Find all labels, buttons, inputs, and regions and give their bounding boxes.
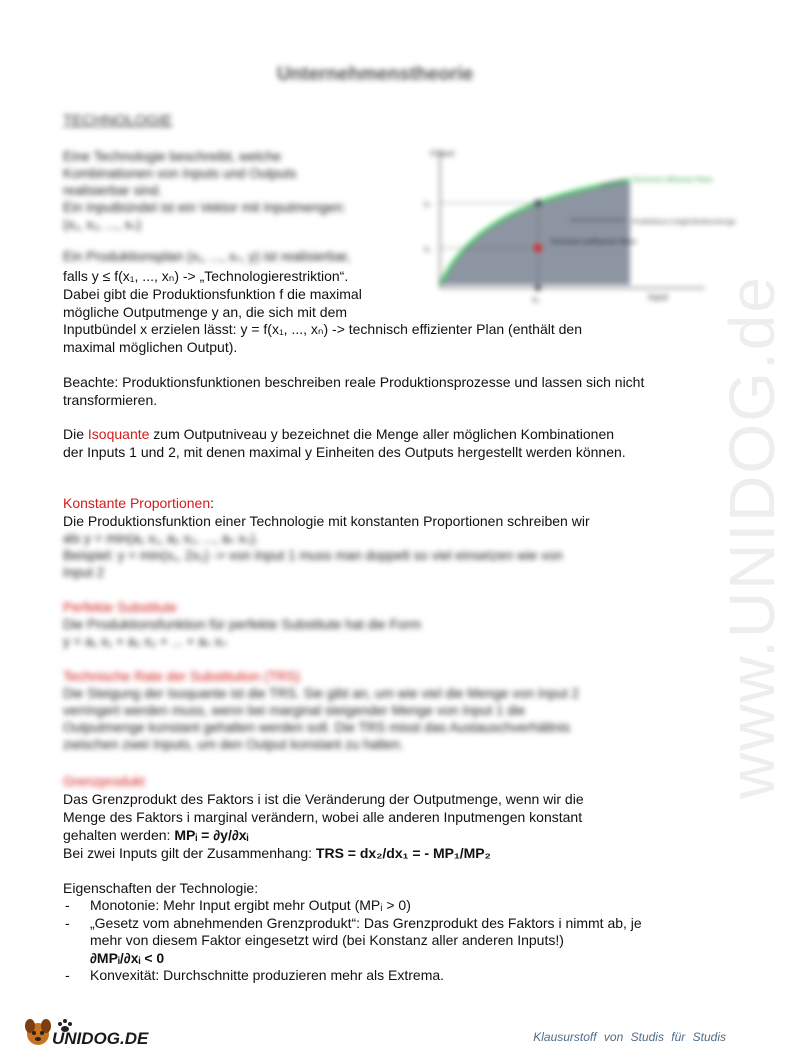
konst-heading: Konstante Proportionen	[63, 495, 211, 511]
konst-text: Die Produktionsfunktion einer Technologie mit konstanten Proportionen schreiben wir	[63, 513, 590, 529]
text-prodfunc-line: Inputbündel x erzielen lässt: y = f(x₁, ..., xₙ) -> technisch effizienter Plan (enthält den	[63, 321, 582, 337]
trs-rel-formula: TRS = dx₂/dx₁ = - MP₁/MP₂	[315, 845, 491, 861]
blurred-perf-line: y = a₁ x₁ + a₂ x₂ + ... + aₙ xₙ	[63, 634, 227, 649]
paw-icon	[58, 1022, 62, 1026]
blurred-konst-line: Input 2	[63, 565, 105, 580]
annotation-efficient: Technisch effiziente Pläne	[632, 177, 713, 184]
isoquante-post: zum Outputniveau y bezeichnet die Menge aller möglichen Kombinationen der Inputs 1 und 2, mit denen maximal y Einheiten des Outputs hergestellt werden können.	[63, 426, 626, 460]
section-heading: TECHNOLOGIE	[63, 112, 173, 129]
list-dash: -	[65, 897, 70, 913]
text-restriction: falls y ≤ f(x₁, ..., xₙ) -> „Technologierestriktion“.	[63, 268, 349, 284]
text-prodfunc-line: Dabei gibt die Produktionsfunktion f die maximal	[63, 286, 362, 302]
inefficient-point	[534, 244, 542, 252]
blurred-perf-heading: Perfekte Substitute	[63, 600, 178, 615]
blurred-trs-line: verringert werden muss, wenn bei marginal steigender Menge von Input 1 die	[63, 703, 526, 718]
blurred-konst-line: als y = min(a₁ x₁, a₂ x₂, ..., aₙ xₙ).	[63, 531, 259, 546]
list-dash: -	[65, 967, 70, 983]
blurred-trs-line: Die Steigung der Isoquante ist die TRS. Sie gibt an, um wie viel die Menge von Input 2	[63, 686, 580, 701]
grenz-formula: MPᵢ = ∂y/∂xᵢ	[174, 827, 249, 843]
blurred-intro-line: Ein Inputbündel ist ein Vektor mit Inputmengen:	[63, 200, 346, 215]
y-axis-label: Output	[430, 149, 455, 158]
footer-tagline: Klausurstoff von Studis für Studis	[533, 1030, 726, 1044]
blurred-trs-heading: Technische Rate der Substitution (TRS)	[63, 669, 301, 684]
blurred-trs-line: zwischen zwei Inputs, um den Output konstant zu halten.	[63, 737, 404, 752]
list-item-text: Monotonie: Mehr Input ergibt mehr Output (MPᵢ > 0)	[90, 897, 411, 913]
list-item-text: „Gesetz vom abnehmenden Grenzprodukt“: Das Grenzprodukt des Faktors i nimmt ab, je mehr von diesem Faktor eingesetzt wird (bei Konstanz aller anderen Inputs!)	[90, 914, 642, 948]
list-dash: -	[65, 914, 70, 931]
list-item	[63, 897, 663, 915]
konst-colon: :	[210, 495, 214, 511]
x-tick-label: x₁	[532, 294, 540, 304]
text-isoquante	[63, 426, 633, 461]
grenz-text-line: Das Grenzprodukt des Faktors i ist die Veränderung der Outputmenge, wenn wir die	[63, 791, 584, 807]
blurred-intro-line: realisierbar sind.	[63, 183, 163, 198]
x-axis-label: Input	[648, 292, 669, 302]
blurred-intro-line: Eine Technologie beschreibt, welche	[63, 149, 282, 164]
blurred-grenz-heading: Grenzprodukt	[63, 774, 145, 789]
page-title: Unternehmenstheorie	[276, 64, 474, 85]
blurred-konst-line: Beispiel: y = min(x₁, 2x₂) -> von Input 1 muss man doppelt so viel einsetzen wie von	[63, 548, 563, 563]
isoquante-term: Isoquante	[87, 426, 150, 442]
list-formula: ∂MPᵢ/∂xᵢ < 0	[90, 949, 165, 966]
watermark: www.UNIDOG.de	[715, 275, 788, 799]
logo-text: UNIDOG.DE	[52, 1029, 149, 1048]
grenz-text-line: Menge des Faktors i marginal verändern, wobei alle anderen Inputmengen konstant	[63, 809, 583, 825]
blurred-perf-line: Die Produktionsfunktion für perfekte Substitute hat die Form	[63, 617, 421, 632]
text-beachte: Beachte: Produktionsfunktionen beschreiben reale Produktionsprozesse und lassen sich nicht transformieren.	[63, 374, 645, 408]
blurred-intro-line: Ein Produktionsplan (x₁, ..., xₙ, y) ist realisierbar,	[63, 249, 351, 264]
annotation-set: Produktions-möglichkeitenmenge	[632, 219, 736, 226]
y-tick-label: y₁	[424, 244, 431, 253]
text-prodfunc-line: mögliche Outputmenge y an, die sich mit dem	[63, 304, 348, 320]
trs-rel-pre: Bei zwei Inputs gilt der Zusammenhang:	[63, 845, 316, 861]
blurred-intro-line: (x₁, x₂, ..., xₙ)	[63, 217, 142, 232]
eigenschaften-heading: Eigenschaften der Technologie:	[63, 880, 259, 896]
eigenschaften-list	[63, 897, 663, 985]
y-tick-label: y₂	[424, 199, 432, 208]
konst-heading-line	[63, 495, 663, 513]
isoquante-pre: Die	[63, 426, 88, 442]
blurred-intro-line: Kombinationen von Inputs und Outputs	[63, 166, 297, 181]
trs-relation	[63, 845, 663, 863]
list-item-text: Konvexität: Durchschnitte produzieren mehr als Extrema.	[90, 967, 445, 983]
annotation-inefficient: Technisch ineffiziente Pläne	[550, 239, 637, 246]
list-item	[63, 915, 650, 968]
grenz-text-3: gehalten werden:	[63, 827, 175, 843]
blurred-trs-line: Outputmenge konstant gehalten werden soll. Die TRS misst das Austauschverhältnis	[63, 720, 571, 735]
unidog-logo	[18, 1012, 168, 1050]
efficient-point	[535, 200, 542, 207]
grenz-text-line	[63, 827, 663, 845]
list-item	[63, 967, 663, 985]
text-prodfunc-line: maximal möglichen Output).	[63, 339, 238, 355]
